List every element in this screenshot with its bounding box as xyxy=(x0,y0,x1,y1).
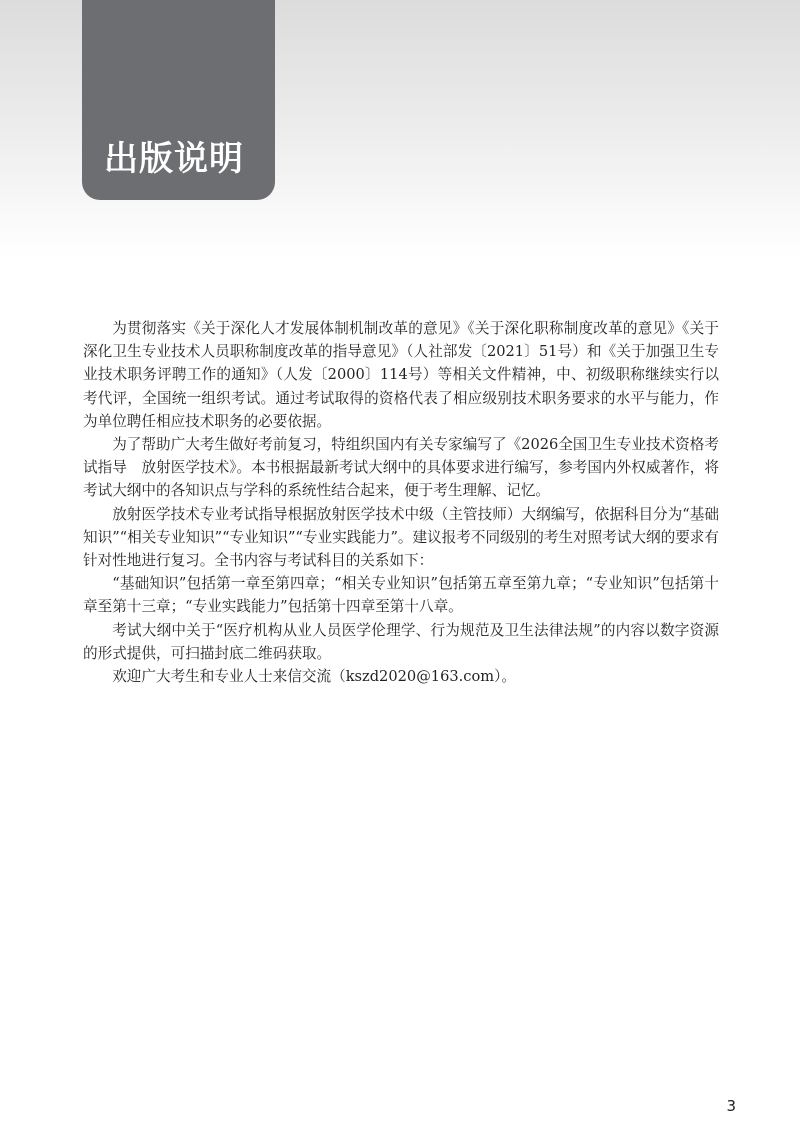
paragraph-digital-resources: 考试大纲中关于“医疗机构从业人员医学伦理学、行为规范及卫生法律法规”的内容以数字资源的形式提供，可扫描封底二维码获取。 xyxy=(83,621,719,662)
title-tab xyxy=(82,0,275,200)
page-title: 出版说明 xyxy=(104,139,244,179)
paragraph-book-purpose: 为了帮助广大考生做好考前复习，特组织国内有关专家编写了《2026全国卫生专业技术资格考试指导 放射医学技术》。本书根据最新考试大纲中的具体要求进行编写，参考国内外权威著作，将考试大纲中的各知识点与学科的系统性结合起来，便于考生理解、记忆。 xyxy=(83,436,719,500)
page-number: 3 xyxy=(726,1097,736,1115)
paragraph-chapter-mapping: “基础知识”包括第一章至第四章；“相关专业知识”包括第五章至第九章；“专业知识”包括第十章至第十三章；“专业实践能力”包括第十四章至第十八章。 xyxy=(83,575,719,616)
paragraph-contact: 欢迎广大考生和专业人士来信交流（kszd2020@163.com）。 xyxy=(112,668,516,686)
body-text xyxy=(83,317,719,688)
paragraph-policy-background: 为贯彻落实《关于深化人才发展体制机制改革的意见》《关于深化职称制度改革的意见》《关于深化卫生专业技术人员职称制度改革的指导意见》（人社部发〔2021〕51号）和《关于加强卫生专业技术职务评聘工作的通知》（人发〔2000〕114号）等相关文件精神，中、初级职称继续实行以考代评，全国统一组织考试。通过考试取得的资格代表了相应级别技术职务要求的水平与能力，作为单位聘任相应技术职务的必要依据。 xyxy=(83,320,719,430)
paragraph-subject-division: 放射医学技术专业考试指导根据放射医学技术中级（主管技师）大纲编写，依据科目分为“基础知识”“相关专业知识”“专业知识”“专业实践能力”。建议报考不同级别的考生对照考试大纲的要求有针对性地进行复习。全书内容与考试科目的关系如下： xyxy=(83,505,719,570)
